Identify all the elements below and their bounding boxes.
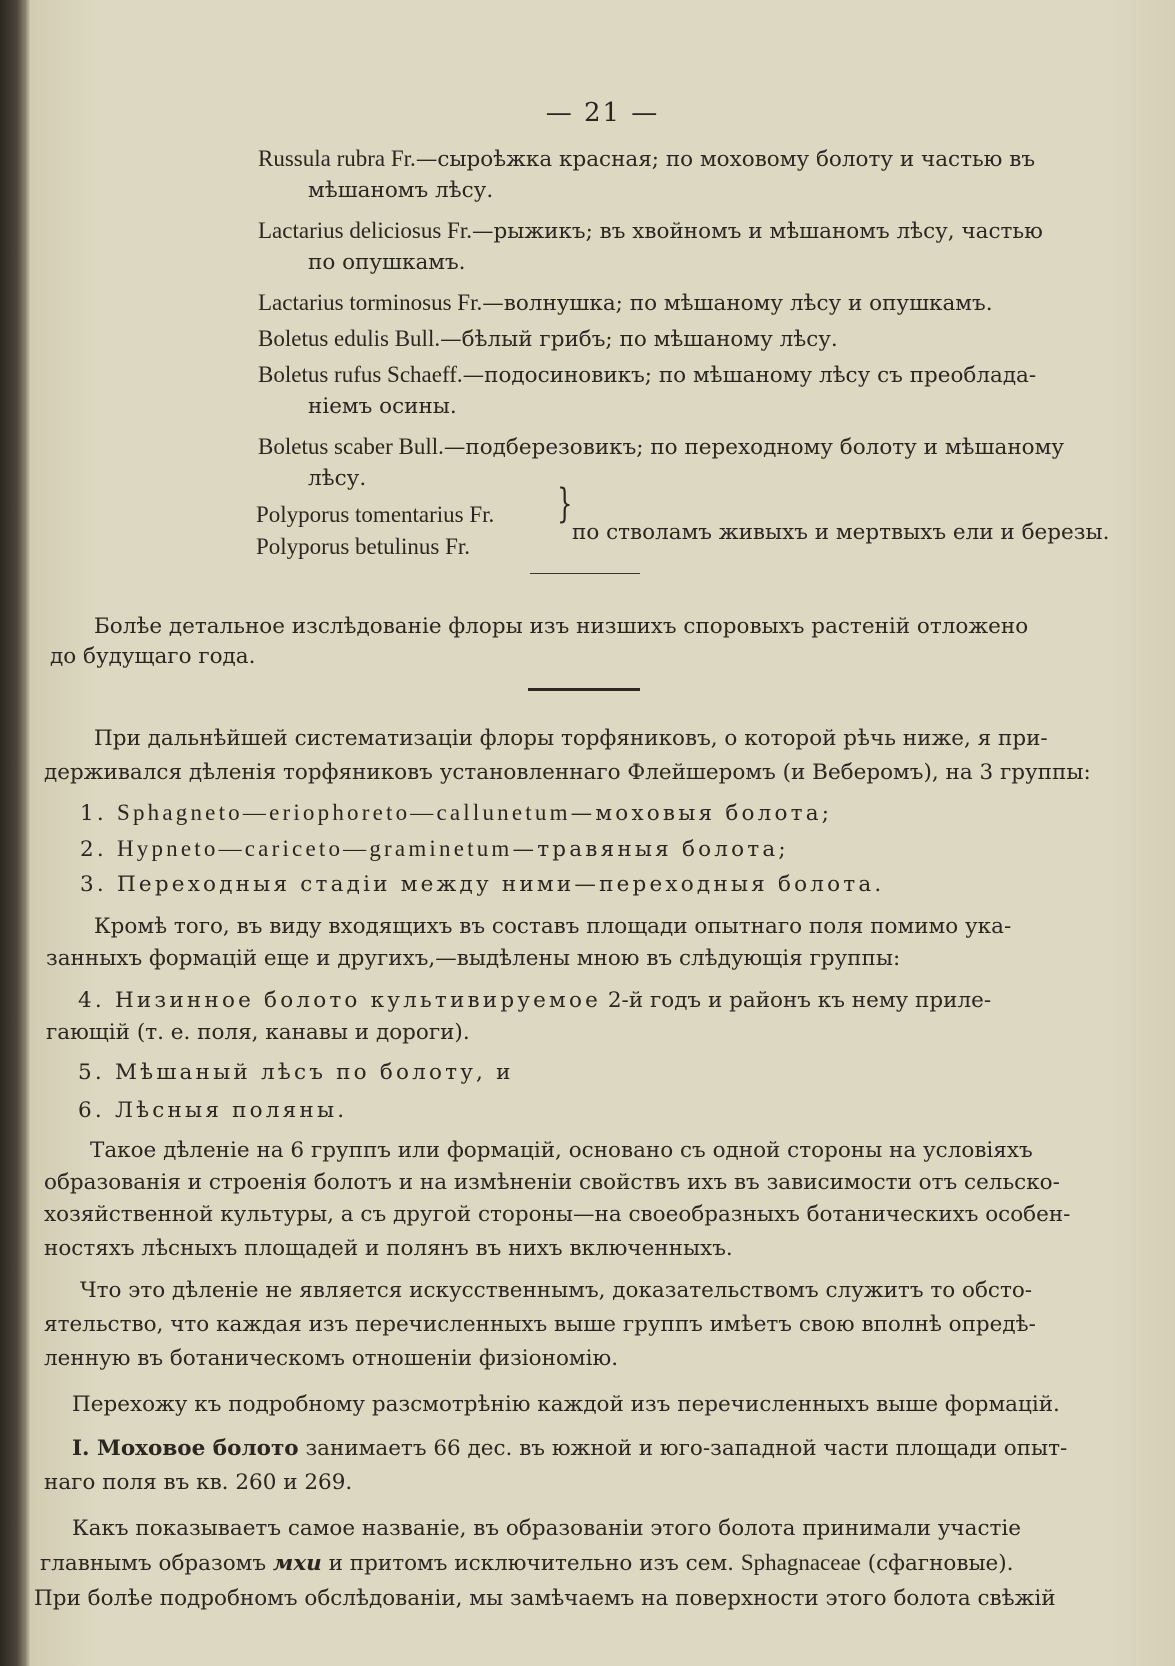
paragraph-line: наго поля въ кв. 260 и 269. (44, 1470, 353, 1495)
group-item: 1. Sphagneto—eriophoreto—callunetum—моховыя болота; (80, 800, 833, 826)
paragraph-line: Такое дѣленіе на 6 группъ или формацій, основано съ одной стороны на условіяхъ (90, 1138, 1033, 1163)
document-page (30, 0, 1175, 1666)
polyporus-a: Polyporus tomentarius Fr. (256, 502, 495, 527)
paragraph-line: до будущаго года. (50, 644, 256, 669)
species-cont: ніемъ осины. (308, 394, 457, 419)
paragraph-line: Болѣе детальное изслѣдованіе флоры изъ низшихъ споровыхъ растеній отложено (94, 614, 1029, 639)
polyporus-b: Polyporus betulinus Fr. (256, 534, 471, 559)
paragraph-line: Кромѣ того, въ виду входящихъ въ составъ площади опытнаго поля помимо ука- (94, 914, 1012, 939)
species-line (258, 146, 1035, 173)
species-latin: Russula rubra Fr. (258, 146, 416, 171)
paragraph-line: ятельство, что каждая изъ перечисленныхъ выше группъ имѣетъ свою вполнѣ опредѣ- (44, 1312, 1036, 1337)
section-heading: I. Моховое болото (72, 1436, 299, 1461)
paragraph-line: Какъ показываетъ самое названіе, въ образованіи этого болота принимали участіе (72, 1516, 1021, 1541)
paragraph-line: ленную въ ботаническомъ отношеніи физіономію. (44, 1346, 619, 1371)
species-line (258, 218, 1043, 245)
species-cont: мѣшаномъ лѣсу. (308, 178, 494, 203)
book-binding-shadow (0, 0, 30, 1666)
species-latin: Boletus rufus Schaeff. (258, 362, 463, 387)
paragraph-line: Что это дѣленіе не является искусственнымъ, доказательствомъ служитъ то обсто- (80, 1278, 1033, 1303)
species-cont: лѣсу. (308, 466, 367, 491)
paragraph-line: ностяхъ лѣсныхъ площадей и полянъ въ нихъ включенныхъ. (44, 1236, 733, 1261)
page-number: — 21 — (545, 98, 660, 128)
species-latin: Lactarius torminosus Fr. (258, 290, 483, 315)
group-item: 6. Лѣсныя поляны. (78, 1098, 348, 1123)
divider (530, 573, 640, 574)
brace-icon: } (557, 481, 573, 527)
species-cont: по опушкамъ. (308, 250, 466, 275)
species-text: —волнушка; по мѣшаному лѣсу и опушкамъ. (482, 291, 993, 316)
group-item: 5. Мѣшаный лѣсъ по болоту, и (78, 1060, 514, 1085)
polyporus-habitat: по стволамъ живыхъ и мертвыхъ ели и березы. (572, 520, 1110, 545)
paragraph-line: Перехожу къ подробному разсмотрѣнію каждой изъ перечисленныхъ выше формацій. (72, 1392, 1060, 1417)
species-line (258, 434, 1064, 461)
species-latin: Lactarius deliciosus Fr. (258, 218, 472, 243)
paragraph-line: При болѣе подробномъ обслѣдованіи, мы замѣчаемъ на поверхности этого болота свѣжій (34, 1586, 1056, 1611)
group-item: 3. Переходныя стадіи между ними—переходныя болота. (80, 872, 885, 897)
species-latin: Boletus edulis Bull. (258, 326, 441, 351)
species-line (258, 290, 993, 317)
section-heading-line: I. Моховое болото занимаетъ 66 дес. въ южной и юго-западной части площади опыт- (72, 1436, 1068, 1461)
species-text: —сыроѣжка красная; по моховому болоту и частью въ (415, 147, 1035, 172)
paragraph-line: держивался дѣленія торфяниковъ установленнаго Флейшеромъ (и Веберомъ), на 3 группы: (44, 760, 1091, 785)
species-line (258, 362, 1036, 389)
group-item: 2. Hypneto—cariceto—graminetum—травяныя болота; (80, 836, 789, 862)
group-item-cont: гающій (т. е. поля, канавы и дороги). (46, 1020, 470, 1045)
group-item: 4. Низинное болото культивируемое 2-й годъ и районъ къ нему приле- (78, 988, 992, 1013)
species-latin: Boletus scaber Bull. (258, 434, 444, 459)
divider-thick (528, 688, 640, 691)
species-text: —рыжикъ; въ хвойномъ и мѣшаномъ лѣсу, частью (472, 219, 1043, 244)
species-text: —подосиновикъ; по мѣшаному лѣсу съ преоблада- (462, 363, 1037, 388)
species-line (258, 326, 838, 353)
paragraph-line: При дальнѣйшей систематизаціи флоры торфяниковъ, о которой рѣчь ниже, я при- (94, 726, 1048, 751)
group-latin: Sphagneto—eriophoreto—callunetum (116, 800, 571, 825)
species-text: —подберезовикъ; по переходному болоту и мѣшаному (443, 435, 1064, 460)
group-latin: Hypneto—cariceto—graminetum (116, 836, 513, 861)
paragraph-line: образованія и строенія болотъ и на измѣненіи свойствъ ихъ въ зависимости отъ сельско- (44, 1170, 1060, 1195)
paragraph-line: хозяйственной культуры, а съ другой стороны—на своеобразныхъ ботаническихъ особен- (44, 1202, 1071, 1227)
paragraph-line: главнымъ образомъ мхи и притомъ исключительно изъ сем. Sphagnaceae (сфагновые). (40, 1550, 1014, 1576)
species-text: —бѣлый грибъ; по мѣшаному лѣсу. (440, 327, 838, 352)
paragraph-line: занныхъ формацій еще и другихъ,—выдѣлены мною въ слѣдующія группы: (46, 946, 901, 971)
